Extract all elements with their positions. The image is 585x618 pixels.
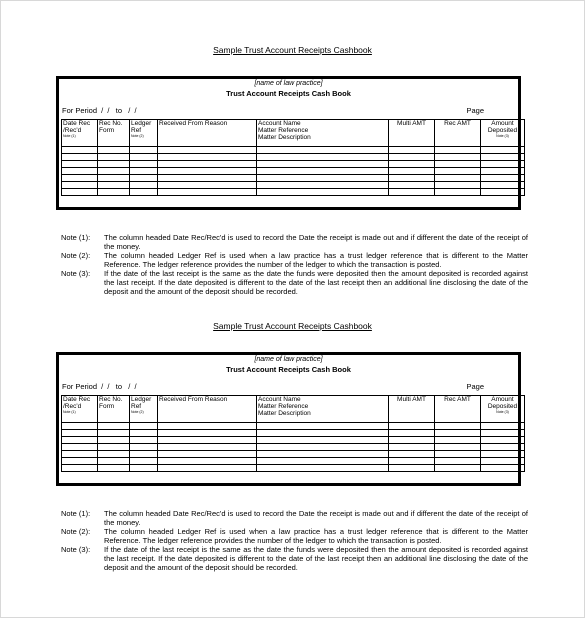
- cashbook-table: [61, 395, 525, 472]
- table-cell[interactable]: [481, 147, 525, 154]
- table-cell[interactable]: [257, 458, 389, 465]
- table-cell[interactable]: [130, 465, 158, 472]
- col-ledger-header: Ledger Ref Note (2): [130, 120, 158, 147]
- table-cell[interactable]: [62, 465, 98, 472]
- table-cell[interactable]: [98, 451, 130, 458]
- table-cell[interactable]: [481, 154, 525, 161]
- table-cell[interactable]: [130, 175, 158, 182]
- col-date-header: Date Rec /Rec'd Note (1): [62, 396, 98, 423]
- table-cell[interactable]: [257, 175, 389, 182]
- table-cell[interactable]: [389, 437, 435, 444]
- table-cell[interactable]: [389, 465, 435, 472]
- table-cell[interactable]: [98, 147, 130, 154]
- table-cell[interactable]: [158, 175, 257, 182]
- table-row: [62, 465, 525, 472]
- table-cell[interactable]: [98, 189, 130, 196]
- table-cell[interactable]: [435, 437, 481, 444]
- table-cell[interactable]: [257, 189, 389, 196]
- table-cell[interactable]: [435, 451, 481, 458]
- table-cell[interactable]: [62, 437, 98, 444]
- table-cell[interactable]: [481, 168, 525, 175]
- table-row: [62, 154, 525, 161]
- table-row: [62, 423, 525, 430]
- table-cell[interactable]: [389, 161, 435, 168]
- cashbook-title: Trust Account Receipts Cash Book: [226, 89, 351, 98]
- table-cell[interactable]: [98, 444, 130, 451]
- table-cell[interactable]: [130, 189, 158, 196]
- notes-block: [61, 234, 528, 297]
- note-3: Note (3): If the date of the last receipt is the same as the date the funds were deposited then the amount deposited is recorded against the last receipt. If the date deposited is different to the date of the last receipt then an additional line disclosing the date of the deposit and the amount of the deposit should be recorded.: [61, 545, 528, 572]
- table-cell[interactable]: [158, 430, 257, 437]
- table-cell[interactable]: [257, 444, 389, 451]
- table-cell[interactable]: [62, 168, 98, 175]
- col-rec-header: Rec AMT: [435, 120, 481, 147]
- table-cell[interactable]: [158, 423, 257, 430]
- page-label: Page: [466, 106, 484, 115]
- notes-block: [61, 510, 528, 573]
- table-cell[interactable]: [257, 451, 389, 458]
- col-date-header: Date Rec /Rec'd Note (1): [62, 120, 98, 147]
- table-cell[interactable]: [130, 154, 158, 161]
- table-cell[interactable]: [257, 154, 389, 161]
- table-cell[interactable]: [98, 175, 130, 182]
- table-cell[interactable]: [62, 161, 98, 168]
- table-cell[interactable]: [435, 189, 481, 196]
- table-cell[interactable]: [389, 423, 435, 430]
- table-cell[interactable]: [62, 423, 98, 430]
- table-cell[interactable]: [481, 444, 525, 451]
- table-cell[interactable]: [481, 182, 525, 189]
- practice-name: [name of law practice]: [254, 80, 323, 87]
- table-cell[interactable]: [158, 437, 257, 444]
- table-cell[interactable]: [158, 147, 257, 154]
- table-cell[interactable]: [62, 458, 98, 465]
- table-cell[interactable]: [389, 175, 435, 182]
- table-row: [62, 444, 525, 451]
- table-row: [62, 175, 525, 182]
- table-row: [62, 458, 525, 465]
- table-cell[interactable]: [62, 182, 98, 189]
- col-rec-header: Rec AMT: [435, 396, 481, 423]
- table-cell[interactable]: [435, 444, 481, 451]
- table-cell[interactable]: [481, 430, 525, 437]
- table-cell[interactable]: [130, 437, 158, 444]
- table-cell[interactable]: [389, 430, 435, 437]
- table-row: [62, 437, 525, 444]
- table-cell[interactable]: [257, 437, 389, 444]
- table-cell[interactable]: [62, 430, 98, 437]
- table-cell[interactable]: [130, 168, 158, 175]
- cashbook-title: Trust Account Receipts Cash Book: [226, 365, 351, 374]
- col-account-header: Account Name Matter Reference Matter Description: [257, 396, 389, 423]
- table-cell[interactable]: [98, 154, 130, 161]
- table-cell[interactable]: [158, 168, 257, 175]
- col-account-header: Account Name Matter Reference Matter Description: [257, 120, 389, 147]
- table-cell[interactable]: [62, 175, 98, 182]
- table-cell[interactable]: [435, 458, 481, 465]
- col-received-header: Received From Reason: [158, 396, 257, 423]
- table-row: [62, 147, 525, 154]
- col-amount-header: Amount Deposited Note (3): [481, 120, 525, 147]
- table-cell[interactable]: [98, 182, 130, 189]
- table-cell[interactable]: [98, 465, 130, 472]
- table-cell[interactable]: [257, 161, 389, 168]
- table-cell[interactable]: [389, 182, 435, 189]
- table-cell[interactable]: [435, 147, 481, 154]
- table-cell[interactable]: [158, 465, 257, 472]
- table-cell[interactable]: [62, 147, 98, 154]
- cashbook-table: [61, 119, 525, 196]
- table-row: [62, 182, 525, 189]
- table-cell[interactable]: [98, 423, 130, 430]
- table-cell[interactable]: [62, 154, 98, 161]
- table-cell[interactable]: [130, 430, 158, 437]
- table-cell[interactable]: [158, 182, 257, 189]
- table-cell[interactable]: [481, 189, 525, 196]
- table-cell[interactable]: [98, 437, 130, 444]
- cashbook-form: [56, 76, 521, 210]
- table-cell[interactable]: [98, 458, 130, 465]
- col-recno-header: Rec No. Form: [98, 120, 130, 147]
- table-cell[interactable]: [435, 161, 481, 168]
- col-received-header: Received From Reason: [158, 120, 257, 147]
- table-header-row: [62, 396, 525, 423]
- table-cell[interactable]: [158, 444, 257, 451]
- cashbook-form: [56, 352, 521, 486]
- period-label: For Period / / to / /: [62, 382, 137, 391]
- table-cell[interactable]: [481, 423, 525, 430]
- table-cell[interactable]: [481, 161, 525, 168]
- section-title: Sample Trust Account Receipts Cashbook: [213, 45, 372, 55]
- col-multi-header: Multi AMT: [389, 396, 435, 423]
- page-label: Page: [466, 382, 484, 391]
- table-cell[interactable]: [130, 147, 158, 154]
- table-cell[interactable]: [130, 423, 158, 430]
- table-cell[interactable]: [158, 458, 257, 465]
- table-cell[interactable]: [481, 458, 525, 465]
- table-cell[interactable]: [158, 189, 257, 196]
- note-2: Note (2): The column headed Ledger Ref is used when a law practice has a trust ledger reference that is different to the Matter Reference. The ledger reference provides the number of the ledger to which the transaction is posted.: [61, 251, 528, 269]
- table-cell[interactable]: [481, 437, 525, 444]
- table-cell[interactable]: [257, 423, 389, 430]
- table-cell[interactable]: [257, 182, 389, 189]
- practice-name: [name of law practice]: [254, 356, 323, 363]
- table-cell[interactable]: [257, 147, 389, 154]
- table-cell[interactable]: [257, 430, 389, 437]
- table-cell[interactable]: [130, 458, 158, 465]
- table-cell[interactable]: [62, 189, 98, 196]
- table-cell[interactable]: [389, 444, 435, 451]
- table-cell[interactable]: [130, 451, 158, 458]
- table-cell[interactable]: [158, 154, 257, 161]
- col-recno-header: Rec No. Form: [98, 396, 130, 423]
- table-cell[interactable]: [158, 451, 257, 458]
- table-row: [62, 168, 525, 175]
- table-cell[interactable]: [389, 189, 435, 196]
- note-2: Note (2): The column headed Ledger Ref is used when a law practice has a trust ledger reference that is different to the Matter Reference. The ledger reference provides the number of the ledger to which the transaction is posted.: [61, 527, 528, 545]
- note-1: Note (1): The column headed Date Rec/Rec'd is used to record the Date the receipt is made out and if different the date of the receipt of the money.: [61, 509, 528, 527]
- table-cell[interactable]: [62, 444, 98, 451]
- col-amount-header: Amount Deposited Note (3): [481, 396, 525, 423]
- table-cell[interactable]: [130, 182, 158, 189]
- period-label: For Period / / to / /: [62, 106, 137, 115]
- table-row: [62, 430, 525, 437]
- table-cell[interactable]: [435, 423, 481, 430]
- table-row: [62, 189, 525, 196]
- table-cell[interactable]: [435, 430, 481, 437]
- table-cell[interactable]: [62, 451, 98, 458]
- table-cell[interactable]: [130, 161, 158, 168]
- table-cell[interactable]: [481, 465, 525, 472]
- table-cell[interactable]: [98, 430, 130, 437]
- note-3: Note (3): If the date of the last receipt is the same as the date the funds were deposited then the amount deposited is recorded against the last receipt. If the date deposited is different to the date of the last receipt then an additional line disclosing the date of the deposit and the amount of the deposit should be recorded.: [61, 269, 528, 296]
- table-cell[interactable]: [435, 182, 481, 189]
- table-row: [62, 451, 525, 458]
- table-cell[interactable]: [435, 154, 481, 161]
- table-cell[interactable]: [389, 458, 435, 465]
- table-cell[interactable]: [98, 161, 130, 168]
- table-cell[interactable]: [389, 147, 435, 154]
- table-cell[interactable]: [435, 465, 481, 472]
- table-cell[interactable]: [435, 175, 481, 182]
- table-cell[interactable]: [389, 168, 435, 175]
- table-cell[interactable]: [257, 465, 389, 472]
- col-ledger-header: Ledger Ref Note (2): [130, 396, 158, 423]
- section-title: Sample Trust Account Receipts Cashbook: [213, 321, 372, 331]
- col-multi-header: Multi AMT: [389, 120, 435, 147]
- table-cell[interactable]: [158, 161, 257, 168]
- table-row: [62, 161, 525, 168]
- table-cell[interactable]: [257, 168, 389, 175]
- table-header-row: [62, 120, 525, 147]
- table-cell[interactable]: [98, 168, 130, 175]
- table-cell[interactable]: [389, 451, 435, 458]
- table-cell[interactable]: [130, 444, 158, 451]
- note-1: Note (1): The column headed Date Rec/Rec'd is used to record the Date the receipt is made out and if different the date of the receipt of the money.: [61, 233, 528, 251]
- table-cell[interactable]: [481, 175, 525, 182]
- table-cell[interactable]: [389, 154, 435, 161]
- table-cell[interactable]: [435, 168, 481, 175]
- table-cell[interactable]: [481, 451, 525, 458]
